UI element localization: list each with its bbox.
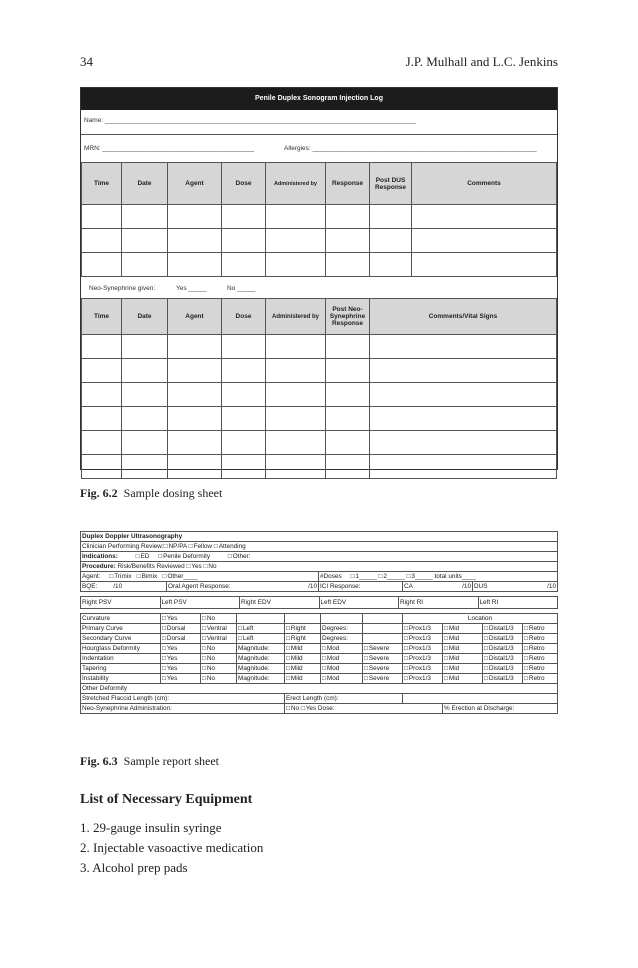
- indentation-mild[interactable]: □ Mild: [286, 655, 303, 662]
- location-header: Location: [403, 614, 558, 624]
- list-item: 1. 29-gauge insulin syringe: [80, 820, 222, 835]
- agent-row: Agent: □ Trimix □ Bimix □ Other____ #Doses □ 1_____ □ 2_____ □ 3_____ total units____: [81, 572, 558, 582]
- col-dose: Dose: [222, 299, 266, 335]
- tapering-yes[interactable]: □ Yes: [162, 665, 177, 672]
- col-agent: Agent: [168, 299, 222, 335]
- page-number: 34: [80, 54, 93, 69]
- clinician-fellow[interactable]: □ Fellow: [189, 543, 212, 550]
- secondary-right[interactable]: □ Right: [286, 635, 306, 642]
- primary-left[interactable]: □ Left: [238, 625, 254, 632]
- primary-curve-row: Primary Curve □ Dorsal □ Ventral □ Left □ Right Degrees: □ Prox1/3 □ Mid □ Distal1/3 □ Retro: [81, 624, 558, 634]
- indication-penile-deformity[interactable]: □ Penile Deformity: [158, 553, 210, 560]
- stretched-length-field[interactable]: Stretched Flaccid Length (cm):: [81, 694, 285, 704]
- indication-other[interactable]: □ Other:: [228, 553, 251, 560]
- agent-other[interactable]: □ Other____: [163, 573, 198, 580]
- dose-1[interactable]: □ 1_____: [351, 573, 377, 580]
- curvature-yes[interactable]: □ Yes: [162, 615, 177, 622]
- col-comments-vitals: Comments/Vital Signs: [370, 299, 557, 335]
- procedure-row: Procedure: Risk/Benefits Reviewed □ Yes □ No: [81, 562, 558, 572]
- instability-no[interactable]: □ No: [202, 675, 215, 682]
- primary-ventral[interactable]: □ Ventral: [202, 625, 227, 632]
- hourglass-yes[interactable]: □ Yes: [162, 645, 177, 652]
- neo-given-label: Neo-Synephrine given:: [89, 285, 156, 292]
- hourglass-retro[interactable]: □ Retro: [524, 645, 545, 652]
- curvature-no[interactable]: □ No: [202, 615, 215, 622]
- secondary-ventral[interactable]: □ Ventral: [202, 635, 227, 642]
- col-agent: Agent: [168, 163, 222, 205]
- erection-at-discharge-field[interactable]: % Erection at Discharge:: [443, 704, 558, 714]
- list-item: 3. Alcohol prep pads: [80, 860, 188, 875]
- primary-prox[interactable]: □ Prox1/3: [404, 625, 431, 632]
- col-date: Date: [122, 299, 168, 335]
- list-item: 2. Injectable vasoactive medication: [80, 840, 264, 855]
- primary-mid[interactable]: □ Mid: [444, 625, 459, 632]
- primary-right[interactable]: □ Right: [286, 625, 306, 632]
- indentation-mod[interactable]: □ Mod: [322, 655, 339, 662]
- instability-prox[interactable]: □ Prox1/3: [404, 675, 431, 682]
- indentation-prox[interactable]: □ Prox1/3: [404, 655, 431, 662]
- erect-length-field[interactable]: Erect Length (cm):: [285, 694, 403, 704]
- indentation-mid[interactable]: □ Mid: [444, 655, 459, 662]
- tapering-no[interactable]: □ No: [202, 665, 215, 672]
- col-time: Time: [82, 299, 122, 335]
- primary-dorsal[interactable]: □ Dorsal: [162, 625, 185, 632]
- secondary-left[interactable]: □ Left: [238, 635, 254, 642]
- table-row: [82, 335, 557, 359]
- tapering-prox[interactable]: □ Prox1/3: [404, 665, 431, 672]
- left-edv-field[interactable]: Left EDV: [319, 597, 399, 609]
- procedure-no[interactable]: □ No: [204, 563, 217, 570]
- page-header: [80, 54, 558, 72]
- secondary-prox[interactable]: □ Prox1/3: [404, 635, 431, 642]
- hourglass-prox[interactable]: □ Prox1/3: [404, 645, 431, 652]
- equipment-list: [80, 818, 263, 878]
- hourglass-mid[interactable]: □ Mid: [444, 645, 459, 652]
- neo-yes-field[interactable]: Yes _____: [176, 285, 207, 292]
- indentation-severe[interactable]: □ Severe: [364, 655, 389, 662]
- indentation-no[interactable]: □ No: [202, 655, 215, 662]
- instability-mild[interactable]: □ Mild: [286, 675, 303, 682]
- secondary-distal[interactable]: □ Distal1/3: [484, 635, 514, 642]
- secondary-curve-row: Secondary Curve □ Dorsal □ Ventral □ Left □ Right Degrees: □ Prox1/3 □ Mid □ Distal1/3 □ Retro: [81, 634, 558, 644]
- right-ri-field[interactable]: Right RI: [399, 597, 479, 609]
- col-comments: Comments: [412, 163, 557, 205]
- col-administered-by: Administered by: [266, 163, 326, 205]
- instability-yes[interactable]: □ Yes: [162, 675, 177, 682]
- instability-mod[interactable]: □ Mod: [322, 675, 339, 682]
- report-sheet-form: [80, 531, 558, 714]
- curvature-table: [80, 613, 558, 714]
- hourglass-mod[interactable]: □ Mod: [322, 645, 339, 652]
- indentation-yes[interactable]: □ Yes: [162, 655, 177, 662]
- clinician-row: Clinician Performing Review:□ NP/PA □ Fellow □ Attending: [81, 542, 558, 552]
- tapering-severe[interactable]: □ Severe: [364, 665, 389, 672]
- secondary-mid[interactable]: □ Mid: [444, 635, 459, 642]
- figure-caption-6-3: Fig. 6.3 Sample report sheet: [80, 754, 219, 768]
- indentation-distal[interactable]: □ Distal1/3: [484, 655, 514, 662]
- table-row: [82, 431, 557, 455]
- tapering-row: Tapering □ Yes □ No Magnitude: □ Mild □ Mod □ Severe □ Prox1/3 □ Mid □ Distal1/3 □ Retro: [81, 664, 558, 674]
- tapering-mild[interactable]: □ Mild: [286, 665, 303, 672]
- col-response: Response: [326, 163, 370, 205]
- hourglass-mild[interactable]: □ Mild: [286, 645, 303, 652]
- instability-retro[interactable]: □ Retro: [524, 675, 545, 682]
- report-top-table: [80, 531, 558, 592]
- left-psv-field[interactable]: Left PSV: [160, 597, 240, 609]
- col-time: Time: [82, 163, 122, 205]
- dosing-sheet-form: Penile Duplex Sonogram Injection Log Name: ______________________________________________________________________________________ MRN: __________________________________________ Allergies: ______________________________________________________________ Time Date Agent Dose Administered by Response Post DUS Response Comments Neo-Synephrine given: Yes _____ No _____ Time Date Agent Dose Administered by Post Neo-Synephrine Response Comments/Vital Signs: [80, 87, 558, 470]
- hourglass-severe[interactable]: □ Severe: [364, 645, 389, 652]
- running-head-authors: J.P. Mulhall and L.C. Jenkins: [405, 54, 558, 69]
- right-psv-field[interactable]: Right PSV: [81, 597, 161, 609]
- neo-no-field[interactable]: No _____: [227, 285, 256, 292]
- mrn-field[interactable]: MRN: __________________________________________: [84, 145, 255, 152]
- procedure-yes[interactable]: □ Yes: [186, 563, 201, 570]
- bqe-row: BQE: /10 Oral Agent Response: /10 ICI Response: CA /10 DUS /10: [82, 583, 556, 590]
- left-ri-field[interactable]: Left RI: [478, 597, 558, 609]
- table-row: [82, 253, 557, 277]
- tapering-mid[interactable]: □ Mid: [444, 665, 459, 672]
- indications-row: Indications: □ ED □ Penile Deformity □ Other:: [81, 552, 558, 562]
- indication-ed[interactable]: □ ED: [136, 553, 150, 560]
- dosing-table-2: [81, 298, 557, 479]
- figure-caption-6-2: Fig. 6.2 Sample dosing sheet: [80, 486, 223, 500]
- primary-retro[interactable]: □ Retro: [524, 625, 545, 632]
- tapering-mod[interactable]: □ Mod: [322, 665, 339, 672]
- secondary-dorsal[interactable]: □ Dorsal: [162, 635, 185, 642]
- velocity-table: [80, 596, 558, 609]
- instability-row: Instability □ Yes □ No Magnitude: □ Mild □ Mod □ Severe □ Prox1/3 □ Mid □ Distal1/3 □ Retro: [81, 674, 558, 684]
- instability-severe[interactable]: □ Severe: [364, 675, 389, 682]
- agent-trimix[interactable]: □ Trimix: [109, 573, 131, 580]
- total-units-field[interactable]: total units____: [434, 573, 477, 580]
- agent-bimix[interactable]: □ Bimix: [137, 573, 158, 580]
- allergies-field[interactable]: Allergies: ______________________________________________________________: [284, 145, 537, 152]
- col-post-neo-response: Post Neo-Synephrine Response: [326, 299, 370, 335]
- col-dose: Dose: [222, 163, 266, 205]
- clinician-attending[interactable]: □ Attending: [214, 543, 246, 550]
- hourglass-distal[interactable]: □ Distal1/3: [484, 645, 514, 652]
- dose-3[interactable]: □ 3_____: [407, 573, 433, 580]
- table-row: [82, 229, 557, 253]
- tapering-retro[interactable]: □ Retro: [524, 665, 545, 672]
- curvature-label: Curvature: [81, 614, 161, 624]
- report-title: Duplex Doppler Ultrasonography: [81, 532, 558, 542]
- equipment-heading: List of Necessary Equipment: [80, 792, 253, 807]
- table-row: [82, 383, 557, 407]
- table-row: [82, 455, 557, 479]
- col-post-dus-response: Post DUS Response: [370, 163, 412, 205]
- instability-distal[interactable]: □ Distal1/3: [484, 675, 514, 682]
- length-row: [81, 694, 558, 704]
- col-date: Date: [122, 163, 168, 205]
- hourglass-no[interactable]: □ No: [202, 645, 215, 652]
- other-deformity-row: Other Deformity: [81, 684, 558, 694]
- neo-admin-row: Neo-Synephrine Administration: □ No □ Yes Dose: % Erection at Discharge:: [81, 704, 558, 714]
- dosing-table-1: [81, 162, 557, 277]
- secondary-retro[interactable]: □ Retro: [524, 635, 545, 642]
- table-row: [82, 407, 557, 431]
- col-administered-by: Administered by: [266, 299, 326, 335]
- neo-admin-dose[interactable]: Dose:: [317, 705, 335, 712]
- table-row: [82, 205, 557, 229]
- indentation-row: Indentation □ Yes □ No Magnitude: □ Mild □ Mod □ Severe □ Prox1/3 □ Mid □ Distal1/3 □ Retro: [81, 654, 558, 664]
- hourglass-row: Hourglass Deformity □ Yes □ No Magnitude: □ Mild □ Mod □ Severe □ Prox1/3 □ Mid □ Distal1/3 □ Retro: [81, 644, 558, 654]
- primary-distal[interactable]: □ Distal1/3: [484, 625, 514, 632]
- tapering-distal[interactable]: □ Distal1/3: [484, 665, 514, 672]
- clinician-np-pa[interactable]: □ NP/PA: [164, 543, 187, 550]
- instability-mid[interactable]: □ Mid: [444, 675, 459, 682]
- table-row: [82, 359, 557, 383]
- neo-admin-yes[interactable]: □ Yes: [301, 705, 316, 712]
- neo-admin-no[interactable]: □ No: [286, 705, 299, 712]
- dosing-sheet-title: Penile Duplex Sonogram Injection Log: [81, 88, 557, 110]
- right-edv-field[interactable]: Right EDV: [240, 597, 320, 609]
- indentation-retro[interactable]: □ Retro: [524, 655, 545, 662]
- dose-2[interactable]: □ 2_____: [379, 573, 405, 580]
